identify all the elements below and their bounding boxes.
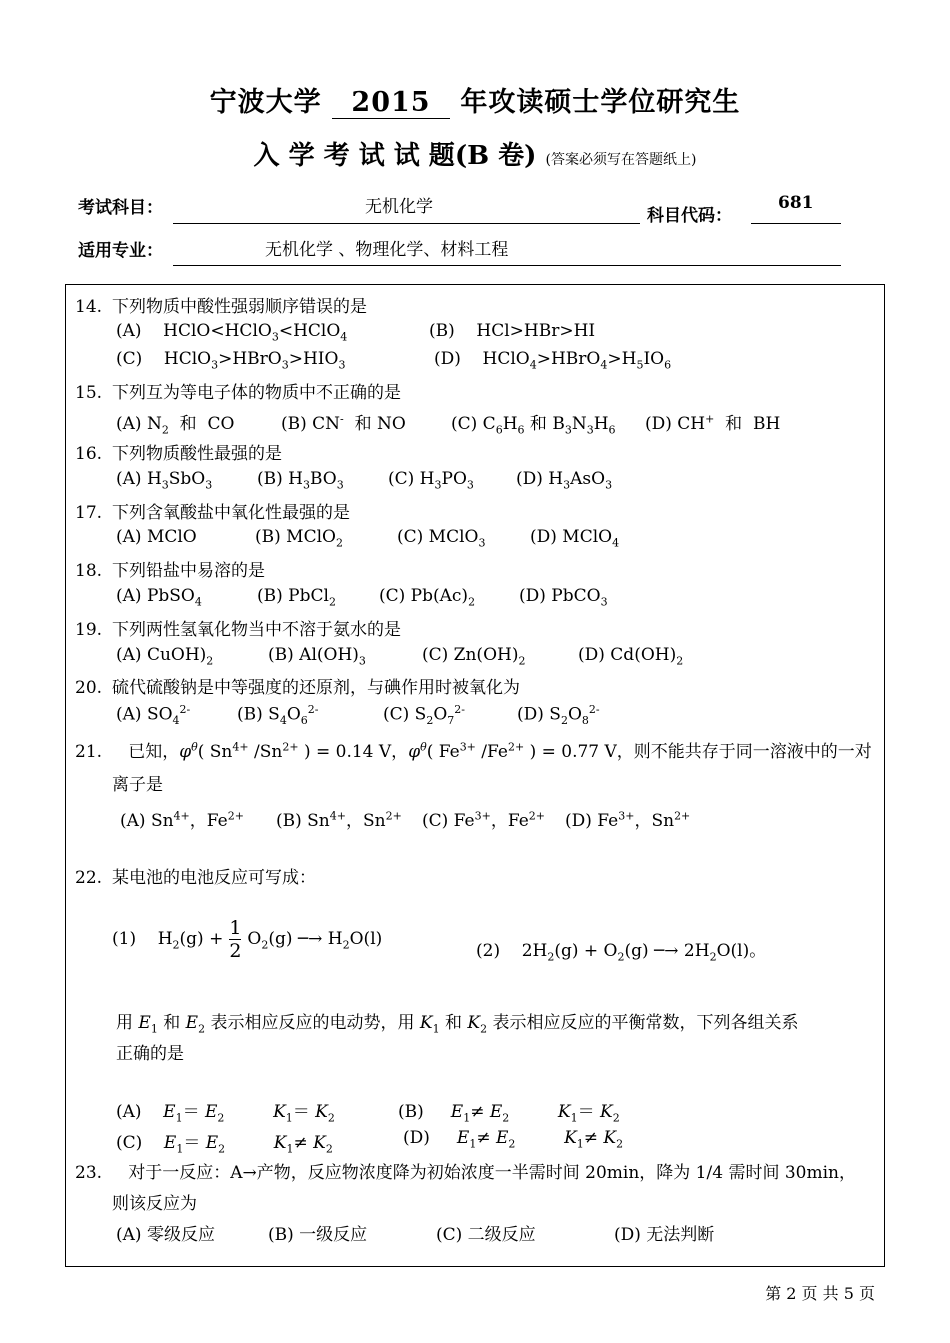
- q15-option-b: (B) CN- 和 NO: [281, 412, 406, 434]
- q18-option-d: (D) PbCO$_3$: [519, 586, 608, 609]
- exam-title-line1: [0, 80, 950, 119]
- q16-option-b: (B) $H_3BO_3$: [257, 469, 344, 492]
- q20-option-d: (D) $S_2O_8^{2-}$: [517, 703, 600, 728]
- q22-paragraph: 用 $E_1$ 和 $E_2$ 表示相应反应的电动势，用 $K_1$ 和 $K_2$ 表示相应反应的平衡常数，下列各组关系: [116, 1013, 799, 1036]
- code-label: 科目代码：: [647, 206, 732, 226]
- q23-option-b: (B) 一级反应: [268, 1225, 368, 1245]
- q16-option-c: (C) $H_3PO_3$: [388, 469, 474, 492]
- q20-option-a: (A) $SO_4^{2-}$: [116, 703, 191, 728]
- q18-option-a: (A) PbSO$_4$: [116, 586, 202, 609]
- q22-option-a: (A) $E_1= E_2$ $K_1= K_2$: [116, 1102, 335, 1125]
- question-21-cont: 离子是: [112, 775, 163, 795]
- q23-option-d: (D) 无法判断: [614, 1225, 715, 1245]
- q22-paragraph-cont: 正确的是: [116, 1044, 184, 1064]
- q15-option-d: (D) CH+ 和 BH: [645, 412, 781, 434]
- q21-option-b: (B) $Sn^{4+}$，$Sn^{2+}$: [276, 809, 402, 831]
- q14-option-c: (C) $HClO_3>HBrO_3>HIO_3$: [116, 349, 346, 372]
- exam-title-line2: [0, 135, 950, 172]
- exam-title: 入 学 考 试 试 题: [253, 141, 455, 171]
- q21-option-d: (D) $Fe^{3+}$，$Sn^{2+}$: [565, 809, 691, 831]
- q20-option-b: (B) $S_4O_6^{2-}$: [237, 703, 319, 728]
- q22-reaction-2: (2) $2H_2(g) + O_2(g)$ ─→ $2H_2O(l)$。: [476, 941, 767, 964]
- major-label: 适用专业：: [78, 241, 163, 261]
- question-14: 14. 下列物质中酸性强弱顺序错误的是: [75, 297, 367, 317]
- q19-option-b: (B) $Al(OH)_3$: [268, 645, 366, 668]
- question-18: 18. 下列铅盐中易溶的是: [75, 561, 265, 581]
- q19-option-a: (A) $CuOH)_2$: [116, 645, 214, 668]
- page-number: 第 2 页 共 5 页: [765, 1284, 875, 1303]
- q14-option-d: (D) $HClO_4>HBrO_4>H_5IO_6$: [434, 349, 672, 372]
- q16-option-d: (D) $H_3AsO_3$: [516, 469, 613, 492]
- q18-option-b: (B) PbCl$_2$: [257, 586, 336, 609]
- q22-option-d: (D) $E_1\ne E_2$ $K_1\ne K_2$: [403, 1128, 624, 1151]
- q23-option-a: (A) 零级反应: [116, 1225, 215, 1245]
- fraction-one-half: $\frac{1}{2}$: [229, 917, 242, 962]
- question-23: 23. 对于一反应：A→产物，反应物浓度降为初始浓度一半需时间 20min，降为 1/4 需时间 30min，: [75, 1163, 856, 1183]
- major-value: 无机化学 、物理化学、材料工程: [265, 240, 509, 260]
- university-name: 宁波大学: [209, 87, 322, 118]
- exam-year: 2015: [332, 87, 450, 119]
- title-rest: 年攻读硕士学位研究生: [460, 87, 741, 118]
- q17-option-d: (D) MClO$_4$: [530, 527, 620, 550]
- q17-option-b: (B) MClO$_2$: [255, 527, 343, 550]
- paper-type: (B 卷): [454, 141, 537, 171]
- q15-option-a: (A) $N_2$ 和 CO: [116, 414, 235, 437]
- q20-option-c: (C) $S_2O_7^{2-}$: [383, 703, 465, 728]
- q22-reaction-1: (1) $H_2(g)$ + $\frac{1}{2}$ $O_2(g)$ ─→ $H_2O(l)$: [112, 917, 383, 962]
- q19-option-c: (C) $Zn(OH)_2$: [422, 645, 526, 668]
- subject-value: 无机化学: [365, 197, 433, 217]
- question-15: 15. 下列互为等电子体的物质中不正确的是: [75, 383, 401, 403]
- q21-option-a: (A) $Sn^{4+}$，$Fe^{2+}$: [120, 809, 244, 831]
- q19-option-d: (D) $Cd(OH)_2$: [578, 645, 684, 668]
- question-20: 20. 硫代硫酸钠是中等强度的还原剂，与碘作用时被氧化为: [75, 678, 520, 698]
- q15-option-c: (C) $C_6H_6$ 和 $B_3N_3H_6$: [451, 414, 616, 437]
- q22-option-b: (B) $E_1\ne E_2$ $K_1= K_2$: [398, 1102, 620, 1125]
- q17-option-a: (A) MClO: [116, 527, 197, 547]
- q21-option-c: (C) $Fe^{3+}$，$Fe^{2+}$: [422, 809, 545, 831]
- code-underline: [751, 223, 841, 224]
- q23-option-c: (C) 二级反应: [436, 1225, 536, 1245]
- question-22: 22. 某电池的电池反应可写成：: [75, 868, 316, 888]
- question-19: 19. 下列两性氢氧化物当中不溶于氨水的是: [75, 620, 401, 640]
- q22-option-c: (C) $E_1= E_2$ $K_1\ne K_2$: [116, 1133, 333, 1156]
- major-underline: [173, 265, 841, 266]
- q14-option-a: (A) HClO<HClO$_3$<HClO$_4$: [116, 321, 348, 344]
- code-value: 681: [778, 193, 814, 213]
- q17-option-c: (C) MClO$_3$: [397, 527, 486, 550]
- question-16: 16. 下列物质酸性最强的是: [75, 444, 282, 464]
- q18-option-c: (C) $Pb(Ac)_2$: [379, 586, 476, 609]
- q14-option-b: (B) HCl>HBr>HI: [429, 321, 596, 341]
- question-17: 17. 下列含氧酸盐中氧化性最强的是: [75, 503, 350, 523]
- q16-option-a: (A) $H_3SbO_3$: [116, 469, 213, 492]
- answer-note: (答案必须写在答题纸上): [545, 152, 697, 168]
- question-23-cont: 则该反应为: [112, 1194, 197, 1214]
- subject-underline: [173, 223, 640, 224]
- subject-label: 考试科目：: [78, 198, 163, 218]
- question-21: 21. 已知，$\varphi^\theta$( $Sn^{4+}$ $/Sn^{2+}$ ) = 0.14 V，$\varphi^\theta$( $Fe^{3+}$ $/Fe^{2+}$ ) = 0.77 V，则不能共存于同一溶液中的一对: [75, 740, 872, 762]
